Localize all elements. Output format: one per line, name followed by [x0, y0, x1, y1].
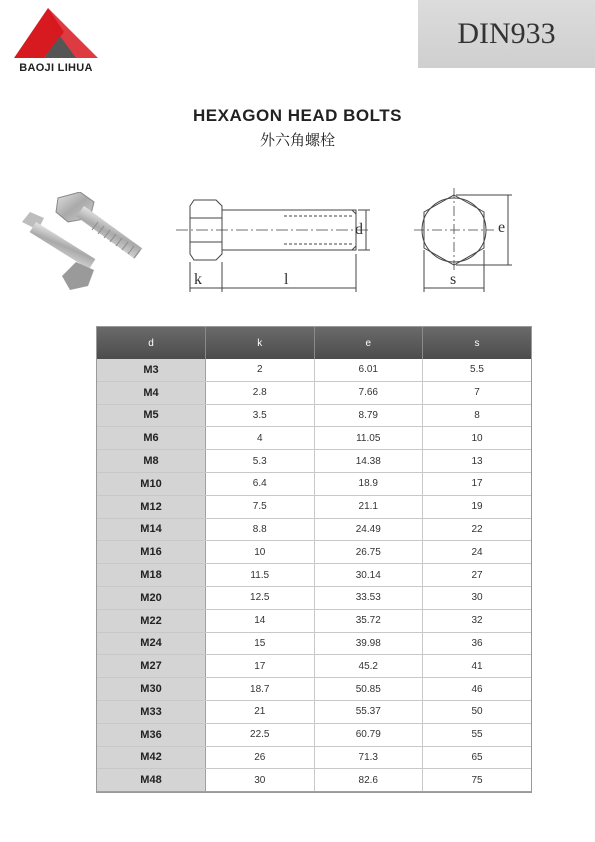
table-cell-e: 35.72	[314, 609, 423, 632]
table-cell-d: M4	[97, 381, 206, 404]
table-cell-s: 8	[423, 404, 532, 427]
table-row	[97, 495, 531, 518]
table-cell-k: 12.5	[206, 586, 315, 609]
table-cell-e: 45.2	[314, 655, 423, 678]
page-subtitle: 外六角螺栓	[259, 131, 335, 149]
table-cell-d: M33	[97, 700, 206, 723]
table-cell-d: M12	[97, 495, 206, 518]
table-row	[97, 427, 531, 450]
logo-mark-icon	[14, 6, 98, 58]
table-cell-e: 60.79	[314, 723, 423, 746]
table-row	[97, 518, 531, 541]
table-cell-e: 39.98	[314, 632, 423, 655]
dim-label-e: e	[498, 219, 506, 236]
table-cell-s: 65	[423, 746, 532, 769]
table-cell-k: 26	[206, 746, 315, 769]
table-row	[97, 609, 531, 632]
dim-label-s: s	[450, 271, 457, 288]
table-cell-e: 71.3	[314, 746, 423, 769]
table-cell-s: 30	[423, 586, 532, 609]
table-cell-e: 8.79	[314, 404, 423, 427]
table-cell-s: 50	[423, 700, 532, 723]
table-header-k: k	[206, 327, 315, 359]
table-cell-s: 5.5	[423, 359, 532, 381]
table-cell-k: 6.4	[206, 472, 315, 495]
table-cell-s: 13	[423, 450, 532, 473]
table-cell-k: 18.7	[206, 678, 315, 701]
table-row	[97, 381, 531, 404]
table-row	[97, 404, 531, 427]
table-cell-k: 22.5	[206, 723, 315, 746]
table-cell-d: M30	[97, 678, 206, 701]
standard-badge	[418, 0, 595, 68]
table-cell-s: 24	[423, 541, 532, 564]
table-row	[97, 586, 531, 609]
table-cell-e: 14.38	[314, 450, 423, 473]
table-cell-k: 3.5	[206, 404, 315, 427]
table-cell-k: 10	[206, 541, 315, 564]
table-row	[97, 746, 531, 769]
table-cell-s: 22	[423, 518, 532, 541]
table-cell-k: 2.8	[206, 381, 315, 404]
table-cell-k: 14	[206, 609, 315, 632]
table-cell-d: M27	[97, 655, 206, 678]
table-cell-d: M3	[97, 359, 206, 381]
table-cell-k: 30	[206, 769, 315, 792]
table-cell-k: 2	[206, 359, 315, 381]
table-cell-k: 17	[206, 655, 315, 678]
table-cell-s: 19	[423, 495, 532, 518]
table-cell-s: 7	[423, 381, 532, 404]
table-cell-s: 27	[423, 564, 532, 587]
table-cell-k: 21	[206, 700, 315, 723]
table-cell-d: M24	[97, 632, 206, 655]
table-cell-e: 26.75	[314, 541, 423, 564]
table-row	[97, 450, 531, 473]
bolt-photo	[18, 192, 158, 292]
table-cell-e: 21.1	[314, 495, 423, 518]
dimension-table	[96, 326, 532, 793]
table-cell-d: M18	[97, 564, 206, 587]
company-logo	[8, 6, 104, 82]
table-row	[97, 359, 531, 381]
table-cell-e: 30.14	[314, 564, 423, 587]
table-cell-s: 46	[423, 678, 532, 701]
table-cell-k: 7.5	[206, 495, 315, 518]
table-cell-d: M10	[97, 472, 206, 495]
table-row	[97, 700, 531, 723]
table-cell-e: 24.49	[314, 518, 423, 541]
table-cell-d: M22	[97, 609, 206, 632]
table-row	[97, 541, 531, 564]
table-cell-s: 36	[423, 632, 532, 655]
table-cell-e: 55.37	[314, 700, 423, 723]
table-cell-d: M48	[97, 769, 206, 792]
table-cell-k: 8.8	[206, 518, 315, 541]
table-cell-s: 17	[423, 472, 532, 495]
page-title: HEXAGON HEAD BOLTS	[193, 106, 402, 125]
table-cell-e: 7.66	[314, 381, 423, 404]
table-cell-d: M5	[97, 404, 206, 427]
table-row	[97, 769, 531, 792]
table-cell-s: 32	[423, 609, 532, 632]
table-body	[97, 359, 531, 792]
bolt-hex-drawing	[412, 180, 522, 295]
table-header-row	[97, 327, 531, 359]
dim-label-d: d	[355, 221, 363, 238]
table-cell-d: M6	[97, 427, 206, 450]
brand-name: BAOJI LIHUA	[19, 62, 93, 74]
table-cell-e: 33.53	[314, 586, 423, 609]
table-header-e: e	[314, 327, 423, 359]
table-cell-k: 11.5	[206, 564, 315, 587]
table-cell-d: M16	[97, 541, 206, 564]
dim-label-l: l	[284, 271, 289, 288]
table-cell-s: 41	[423, 655, 532, 678]
table-cell-d: M14	[97, 518, 206, 541]
dim-label-k: k	[194, 271, 202, 288]
table-cell-e: 18.9	[314, 472, 423, 495]
table-row	[97, 564, 531, 587]
table-cell-d: M20	[97, 586, 206, 609]
table-row	[97, 632, 531, 655]
table-cell-e: 6.01	[314, 359, 423, 381]
table-cell-s: 75	[423, 769, 532, 792]
table-cell-k: 5.3	[206, 450, 315, 473]
table-cell-s: 55	[423, 723, 532, 746]
table-cell-e: 11.05	[314, 427, 423, 450]
table-row	[97, 723, 531, 746]
bolt-side-drawing	[172, 180, 372, 295]
table-row	[97, 655, 531, 678]
table-cell-d: M36	[97, 723, 206, 746]
table-row	[97, 678, 531, 701]
table-cell-k: 15	[206, 632, 315, 655]
table-cell-e: 82.6	[314, 769, 423, 792]
table-cell-d: M42	[97, 746, 206, 769]
table-cell-e: 50.85	[314, 678, 423, 701]
table-row	[97, 472, 531, 495]
table-header-s: s	[423, 327, 532, 359]
table-cell-d: M8	[97, 450, 206, 473]
standard-label: DIN933	[457, 17, 556, 50]
table-cell-k: 4	[206, 427, 315, 450]
table-header-d: d	[97, 327, 206, 359]
table-cell-s: 10	[423, 427, 532, 450]
